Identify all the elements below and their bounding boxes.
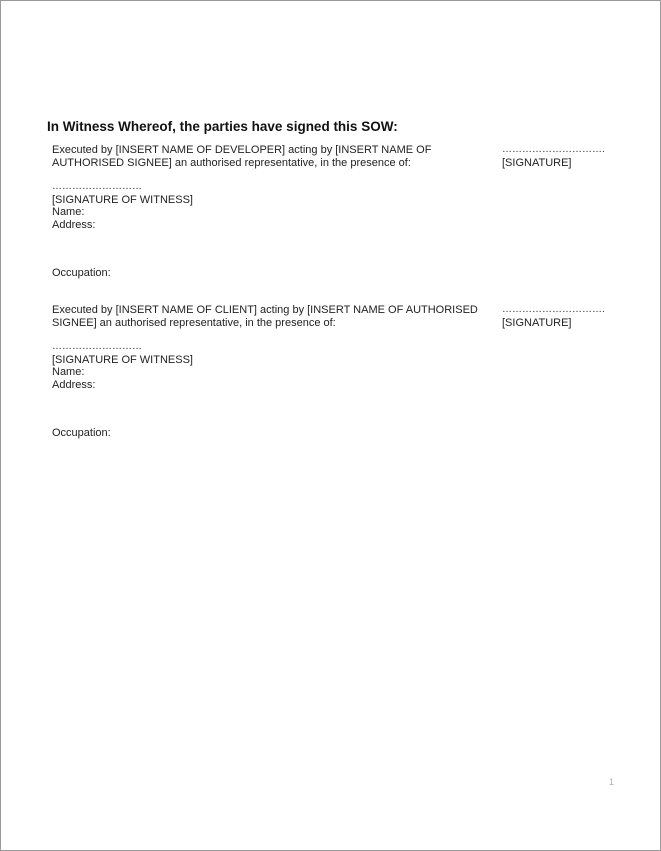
witness-address-label: Address: [52, 378, 96, 391]
signature-column [502, 144, 632, 169]
signature-label: [SIGNATURE] [502, 316, 572, 329]
execution-clause-line-1: Executed by [INSERT NAME OF CLIENT] acting by [INSERT NAME OF AUTHORISED [52, 304, 478, 316]
witness-signature-line: ……………………… [52, 341, 142, 352]
witness-name-label: Name: [52, 206, 85, 218]
signature-label: [SIGNATURE] [502, 156, 572, 169]
page-number: 1 [609, 777, 615, 787]
execution-clause-line-2: AUTHORISED SIGNEE] an authorised representative, in the presence of: [52, 156, 411, 169]
witness-occupation-label: Occupation: [52, 427, 111, 439]
execution-clause [52, 144, 482, 169]
witness-signature-label: [SIGNATURE OF WITNESS] [52, 353, 193, 366]
execution-clause-line-1: Executed by [INSERT NAME OF DEVELOPER] acting by [INSERT NAME OF [52, 144, 432, 156]
execution-clause-line-2: SIGNEE] an authorised representative, in the presence of: [52, 316, 336, 329]
execution-clause [52, 304, 482, 329]
section-heading: In Witness Whereof, the parties have signed this SOW: [47, 119, 398, 134]
signature-line: …………………………. [502, 144, 605, 155]
witness-signature-line: ……………………… [52, 181, 142, 192]
signature-line: …………………………. [502, 304, 605, 315]
witness-section [52, 181, 193, 231]
witness-occupation-label: Occupation: [52, 267, 111, 279]
witness-section [52, 341, 193, 391]
witness-signature-label: [SIGNATURE OF WITNESS] [52, 193, 193, 206]
witness-address-label: Address: [52, 218, 96, 231]
witness-name-label: Name: [52, 366, 85, 378]
signature-column [502, 304, 632, 329]
